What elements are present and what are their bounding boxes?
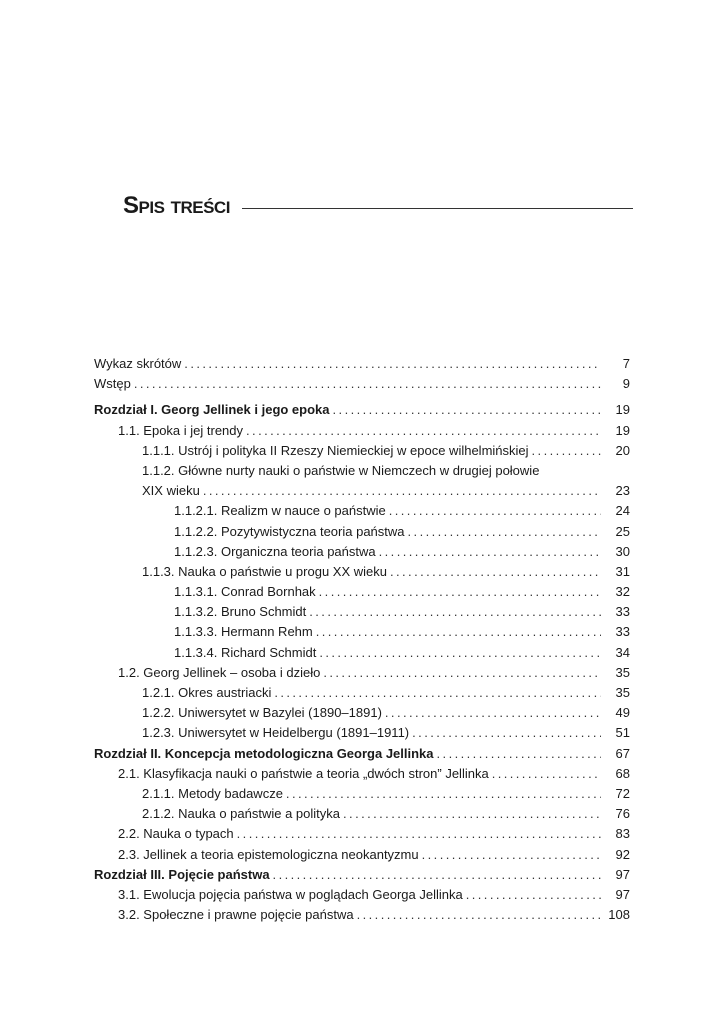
toc-entry-label: 1.2.1. Okres austriacki — [142, 685, 272, 700]
toc-leader-dots — [333, 400, 601, 420]
toc-entry[interactable] — [94, 354, 630, 374]
toc-entry-label: 1.1.2.1. Realizm w nauce o państwie — [174, 503, 386, 519]
toc-entry-page: 30 — [615, 543, 630, 559]
toc-entry[interactable] — [94, 804, 630, 824]
toc-entry[interactable] — [94, 562, 630, 582]
toc-entry-page: 19 — [615, 402, 630, 418]
toc-leader-dots — [319, 643, 601, 663]
toc-entry[interactable] — [94, 400, 630, 420]
toc-entry[interactable] — [94, 663, 630, 683]
toc-leader-dots — [466, 885, 601, 905]
toc-leader-dots — [422, 845, 601, 865]
toc-leader-dots — [246, 421, 601, 441]
toc-entry-page: 31 — [615, 563, 630, 579]
toc-entry[interactable] — [94, 824, 630, 844]
toc-leader-dots — [492, 764, 601, 784]
toc-entry-page: 25 — [615, 523, 630, 539]
toc-entry-label: Rozdział III. Pojęcie państwa — [94, 866, 270, 882]
toc-entry-label: 1.1.3.3. Hermann Rehm — [174, 624, 313, 640]
toc-entry-label: 1.1.3. Nauka o państwie u progu XX wieku — [142, 563, 387, 579]
toc-leader-dots — [203, 481, 601, 501]
toc-entry[interactable] — [94, 522, 630, 542]
heading-rule — [242, 208, 633, 209]
toc-entry-label: 1.1.2. Główne nurty nauki o państwie w Niemczech w drugiej połowie — [142, 462, 540, 478]
toc-entry[interactable] — [94, 723, 630, 743]
toc-leader-dots — [389, 501, 601, 521]
toc-entry-label: 1.1.1. Ustrój i polityka II Rzeszy Niemieckiej w epoce wilhelmińskiej — [142, 442, 529, 458]
toc-leader-dots — [379, 542, 601, 562]
toc-leader-dots — [319, 582, 601, 602]
toc-entry[interactable] — [94, 784, 630, 804]
toc-leader-dots — [286, 784, 601, 804]
toc-entry-page: 24 — [615, 503, 630, 519]
toc-leader-dots — [390, 562, 601, 582]
toc-entry-page: 68 — [615, 765, 630, 781]
toc-entry-label: 2.1.2. Nauka o państwie a polityka — [142, 806, 341, 822]
toc-entry-label: 1.1. Epoka i jej trendy — [118, 422, 244, 438]
toc-entry-page: 108 — [608, 907, 630, 923]
toc-leader-dots — [385, 703, 601, 723]
toc-entry-page: 7 — [622, 356, 630, 371]
toc-leader-dots — [273, 865, 601, 885]
toc-entry-page: 35 — [615, 664, 630, 680]
toc-entry-label: 3.1. Ewolucja pojęcia państwa w poglądach Georga Jellinka — [118, 886, 463, 902]
toc-entry-label: 1.1.2.3. Organiczna teoria państwa — [174, 543, 376, 559]
toc-entry[interactable] — [94, 542, 630, 562]
toc-entry-page: 51 — [615, 725, 630, 741]
toc-entry-label: 2.1.1. Metody badawcze — [142, 785, 283, 801]
toc-entry-label: Rozdział II. Koncepcja metodologiczna Georga Jellinka — [94, 745, 434, 761]
toc-leader-dots — [437, 744, 601, 764]
toc-entry[interactable] — [94, 461, 630, 481]
toc-entry-label: Rozdział I. Georg Jellinek i jego epoka — [94, 402, 330, 418]
toc-entry-page: 92 — [615, 846, 630, 862]
toc-entry-label: 1.1.3.2. Bruno Schmidt — [174, 604, 307, 620]
toc-entry[interactable] — [94, 764, 630, 784]
toc-leader-dots — [134, 374, 601, 394]
toc-leader-dots — [323, 663, 601, 683]
page-title: Spis treści — [123, 192, 230, 219]
toc-entry-page: 33 — [615, 624, 630, 640]
toc-entry-label: 2.2. Nauka o typach — [118, 826, 234, 842]
toc-entry-page: 83 — [615, 826, 630, 842]
toc-entry[interactable] — [94, 374, 630, 394]
toc-entry-page: 23 — [615, 483, 630, 499]
toc-entry-label: Wstęp — [94, 376, 131, 392]
toc-entry-page: 34 — [615, 644, 630, 660]
toc-entry-page: 9 — [622, 376, 630, 392]
toc-leader-dots — [532, 441, 601, 461]
toc-entry-label: 3.2. Społeczne i prawne pojęcie państwa — [118, 907, 354, 923]
toc-entry[interactable] — [94, 602, 630, 622]
toc-entry[interactable] — [94, 501, 630, 521]
toc-entry-page: 49 — [615, 705, 630, 721]
toc-leader-dots — [274, 683, 601, 703]
toc-entry[interactable] — [94, 683, 630, 703]
toc-entry-label: Wykaz skrótów — [94, 356, 182, 371]
toc-entry-label: 2.3. Jellinek a teoria epistemologiczna neokantyzmu — [118, 846, 419, 862]
toc-entry-label: XIX wieku — [142, 483, 200, 499]
toc-entry-label: 1.1.3.1. Conrad Bornhak — [174, 584, 316, 600]
toc-entry[interactable] — [94, 582, 630, 602]
toc-entry-page: 76 — [615, 806, 630, 822]
toc-entry-label: 1.2.2. Uniwersytet w Bazylei (1890–1891) — [142, 705, 382, 721]
toc-leader-dots — [357, 905, 601, 925]
toc-entry-page: 67 — [615, 745, 630, 761]
toc-entry[interactable] — [94, 481, 630, 501]
toc-entry[interactable] — [94, 622, 630, 642]
toc-entry-label: 2.1. Klasyfikacja nauki o państwie a teoria „dwóch stron” Jellinka — [118, 765, 489, 781]
toc-entry[interactable] — [94, 703, 630, 723]
toc-entry-label: 1.1.3.4. Richard Schmidt — [174, 644, 317, 660]
toc-entry[interactable] — [94, 643, 630, 663]
toc-entry-page: 97 — [615, 866, 630, 882]
toc-entry-page: 97 — [615, 886, 630, 902]
toc-leader-dots — [412, 723, 601, 743]
toc-entry[interactable] — [94, 865, 630, 885]
toc-leader-dots — [237, 824, 601, 844]
toc-leader-dots — [343, 804, 601, 824]
page-heading — [123, 186, 633, 226]
toc-leader-dots — [184, 354, 601, 374]
toc-entry-label: 1.1.2.2. Pozytywistyczna teoria państwa — [174, 523, 405, 539]
toc-entry-page: 72 — [615, 785, 630, 801]
toc-entry[interactable] — [94, 421, 630, 441]
toc-leader-dots — [316, 622, 601, 642]
toc-entry-label: 1.2. Georg Jellinek – osoba i dzieło — [118, 664, 321, 680]
toc-entry-page: 19 — [615, 422, 630, 438]
toc-entry-page: 20 — [615, 442, 630, 458]
toc-entry[interactable] — [94, 845, 630, 865]
toc-entry[interactable] — [94, 885, 630, 905]
table-of-contents — [94, 354, 630, 925]
toc-entry-page: 32 — [615, 584, 630, 600]
toc-entry-page: 35 — [615, 685, 630, 700]
toc-entry[interactable] — [94, 905, 630, 925]
toc-leader-dots — [408, 522, 601, 542]
toc-entry-label: 1.2.3. Uniwersytet w Heidelbergu (1891–1911) — [142, 725, 410, 741]
toc-entry-page: 33 — [615, 604, 630, 620]
toc-leader-dots — [309, 602, 601, 622]
toc-entry[interactable] — [94, 744, 630, 764]
toc-entry[interactable] — [94, 441, 630, 461]
